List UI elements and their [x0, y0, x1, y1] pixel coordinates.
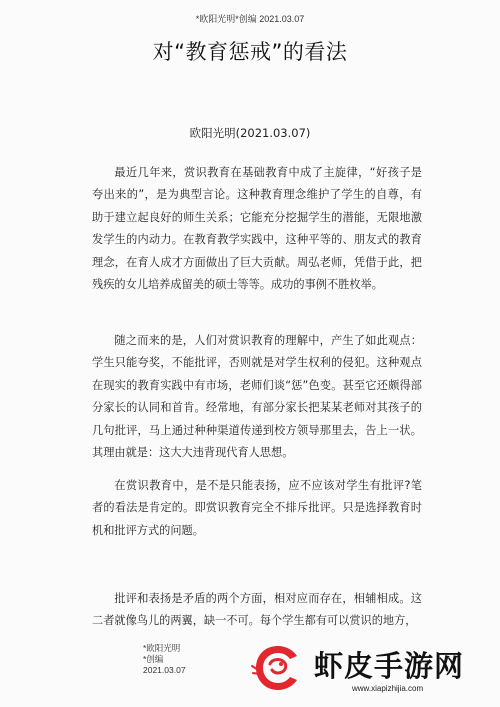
- header-meta: *欧阳光明*创编 2021.03.07: [195, 14, 305, 24]
- footer-meta: *欧阳光明*创编 2021.03.07: [143, 643, 186, 675]
- page-title: 对“教育惩戒”的看法: [152, 40, 348, 64]
- watermark-brand: 虾皮手游网: [314, 649, 465, 683]
- paragraph-text: 随之而来的是，人们对赏识教育的理解中，产生了如此观点：学生只能夸奖，不能批评，否则就是对学生权利的侵犯。这种观点在现实的教育实践中有市场，老师们谈“惩”色变。甚至它还颇得部分家长的认同和首肯。经常地，有部分家长把某某老师对其孩子的几句批评，马上通过种种渠道传递到校方领导那里去，告上一状。其理由就是：这大大违背现代育人思想。: [92, 334, 422, 460]
- author-line: 欧阳光明(2021.03.07): [189, 126, 311, 140]
- paragraph-3: [92, 475, 422, 542]
- paragraph-text: 在赏识教育中，是不是只能表扬，应不应该对学生有批评?笔者的看法是肯定的。即赏识教育完全不排斥批评。只是选择教育时机和批评方式的问题。: [92, 479, 422, 537]
- paragraph-4: [92, 588, 422, 633]
- paragraph-1: [92, 162, 422, 296]
- paragraph-2: [92, 330, 422, 464]
- paragraph-text: 批评和表扬是矛盾的两个方面，相对应而存在，相辅相成。这二者就像鸟儿的两翼，缺一不可。每个学生都有可以赏识的地方，: [92, 592, 422, 628]
- site-watermark: [240, 632, 500, 707]
- watermark-url: www.xiapizhijia.com: [352, 684, 424, 693]
- paragraph-text: 最近几年来，赏识教育在基础教育中成了主旋律，“好孩子是夸出来的”，是为典型言论。这种教育理念维护了学生的自尊，有助于建立起良好的师生关系；它能充分挖掘学生的潜能，无限地激发学生的内动力。在教育教学实践中，这种平等的、朋友式的教育理念，在育人成才方面做出了巨大贡献。周弘老师，凭借于此，把残疾的女儿培养成留美的硕士等等。成功的事例不胜枚举。: [92, 166, 422, 292]
- shrimp-logo-icon: [250, 640, 306, 696]
